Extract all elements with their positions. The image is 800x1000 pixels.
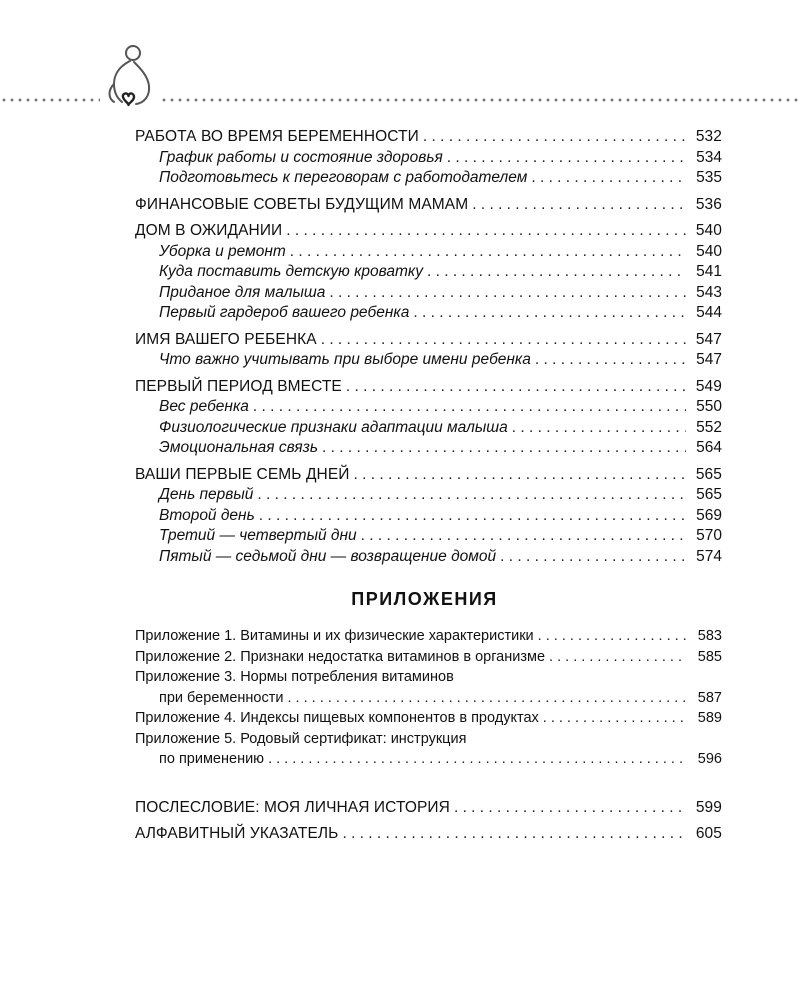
dot-leader bbox=[322, 438, 686, 459]
dot-leader bbox=[321, 330, 686, 351]
toc-closing-entry bbox=[135, 798, 722, 819]
pregnant-mother-logo-icon bbox=[100, 40, 162, 114]
appendix-entry bbox=[135, 729, 722, 750]
toc-sections bbox=[135, 127, 722, 567]
dot-leader bbox=[427, 262, 686, 283]
appendix-entry bbox=[135, 667, 722, 688]
toc-entry-title: Приложение 2. Признаки недостатка витаминов в организме bbox=[135, 648, 546, 665]
toc-page-number: 569 bbox=[696, 506, 722, 524]
toc-page-number: 585 bbox=[697, 648, 722, 665]
toc-entry-title: Пятый — седьмой дни — возвращение домой bbox=[159, 547, 497, 565]
toc-subsection bbox=[135, 397, 722, 418]
toc-page-number: 570 bbox=[696, 527, 722, 544]
dot-leader bbox=[253, 397, 686, 418]
appendix-heading: ПРИЛОЖЕНИЯ bbox=[351, 589, 498, 609]
toc-subsection bbox=[135, 438, 722, 459]
dot-leader bbox=[342, 824, 686, 845]
toc-entry-title: Вес ребенка bbox=[159, 398, 249, 415]
dot-leader bbox=[286, 221, 686, 242]
toc-entry-title: при беременности bbox=[159, 689, 284, 706]
toc-page-number: 565 bbox=[695, 465, 722, 483]
appendix-entry bbox=[135, 647, 722, 668]
toc-entry-title: Приложение 1. Витамины и их физические характеристики bbox=[135, 628, 534, 644]
toc-page-number: 552 bbox=[696, 418, 722, 436]
toc-entry-title: Эмоциональная связь bbox=[159, 439, 319, 456]
appendix-list bbox=[135, 626, 722, 770]
toc-entry-title: Первый гардероб вашего ребенка bbox=[159, 304, 410, 321]
toc-subsection bbox=[135, 350, 722, 371]
toc-page-number: 605 bbox=[695, 825, 722, 842]
dot-leader bbox=[531, 168, 686, 189]
toc-page-number: 583 bbox=[697, 628, 722, 644]
toc-page-number: 547 bbox=[695, 330, 722, 348]
toc-subsection bbox=[135, 506, 722, 527]
dot-leader bbox=[454, 798, 686, 819]
appendix-entry bbox=[135, 626, 722, 647]
dot-leader bbox=[447, 148, 686, 169]
dot-leader bbox=[500, 547, 686, 568]
toc-entry-title: ВАШИ ПЕРВЫЕ СЕМЬ ДНЕЙ bbox=[135, 465, 350, 483]
toc-section bbox=[135, 465, 722, 486]
toc-page-number: 596 bbox=[697, 751, 722, 767]
toc-entry-title: ПЕРВЫЙ ПЕРИОД ВМЕСТЕ bbox=[135, 377, 342, 395]
closing-sections bbox=[135, 798, 722, 845]
toc-subsection bbox=[135, 526, 722, 547]
toc-page-number: 587 bbox=[697, 689, 722, 706]
toc-entry-title: ПОСЛЕСЛОВИЕ: МОЯ ЛИЧНАЯ ИСТОРИЯ bbox=[135, 798, 450, 816]
toc-entry-title: Уборка и ремонт bbox=[159, 242, 286, 260]
toc-subsection bbox=[135, 547, 722, 568]
toc-page-number: 599 bbox=[695, 798, 722, 816]
toc-entry-title: Подготовьтесь к переговорам с работодателем bbox=[159, 169, 528, 186]
toc-subsection bbox=[135, 485, 722, 506]
toc-page-number: 535 bbox=[696, 169, 722, 186]
toc-entry-title: РАБОТА ВО ВРЕМЯ БЕРЕМЕННОСТИ bbox=[135, 128, 419, 145]
toc-entry-title: ДОМ В ОЖИДАНИИ bbox=[135, 222, 283, 239]
toc-section bbox=[135, 195, 722, 216]
toc-page-number: 550 bbox=[696, 398, 722, 415]
toc-page-number: 543 bbox=[696, 283, 722, 301]
toc-entry-title: Приданое для малыша bbox=[159, 283, 326, 301]
toc-page-number: 589 bbox=[697, 710, 722, 726]
dot-leader bbox=[354, 465, 686, 486]
toc-entry-title: График работы и состояние здоровья bbox=[159, 148, 443, 166]
dot-leader bbox=[346, 377, 686, 398]
toc-entry-title: ИМЯ ВАШЕГО РЕБЕНКА bbox=[135, 330, 317, 348]
dot-leader bbox=[413, 303, 686, 324]
dot-leader bbox=[543, 708, 686, 729]
toc-entry-title: Что важно учитывать при выборе имени ребенка bbox=[159, 351, 531, 368]
toc-subsection bbox=[135, 303, 722, 324]
dot-leader bbox=[290, 242, 686, 263]
appendix-entry-continued bbox=[135, 749, 722, 770]
appendix-entry-continued bbox=[135, 688, 722, 709]
dot-leader bbox=[472, 195, 686, 216]
toc-subsection bbox=[135, 242, 722, 263]
toc-entry-title: Приложение 4. Индексы пищевых компонентов в продуктах bbox=[135, 710, 539, 726]
toc-section bbox=[135, 127, 722, 148]
dot-leader bbox=[259, 506, 686, 527]
toc-entry-title: Третий — четвертый дни bbox=[159, 527, 357, 544]
toc-entry-title: АЛФАВИТНЫЙ УКАЗАТЕЛЬ bbox=[135, 825, 339, 842]
toc-entry-title: Куда поставить детскую кроватку bbox=[159, 263, 423, 280]
toc-page-number: 540 bbox=[696, 242, 722, 260]
toc-subsection bbox=[135, 148, 722, 169]
dot-leader bbox=[329, 283, 686, 304]
toc-subsection bbox=[135, 168, 722, 189]
toc-entry-title: День первый bbox=[159, 486, 254, 503]
toc-subsection bbox=[135, 283, 722, 304]
toc-section bbox=[135, 221, 722, 242]
dot-leader bbox=[549, 647, 686, 668]
toc-entry-title: по применению bbox=[159, 751, 265, 767]
toc-page-number: 547 bbox=[696, 351, 722, 368]
toc-page-number: 565 bbox=[696, 486, 722, 503]
toc-closing-entry bbox=[135, 824, 722, 845]
toc-section bbox=[135, 330, 722, 351]
toc-page-number: 564 bbox=[696, 439, 722, 456]
dot-leader bbox=[257, 485, 686, 506]
toc-entry-title: Приложение 5. Родовый сертификат: инструкция bbox=[135, 730, 467, 747]
dot-leader bbox=[423, 127, 686, 148]
dot-leader bbox=[535, 350, 686, 371]
dot-leader bbox=[287, 688, 686, 709]
toc-page-number: 541 bbox=[696, 263, 722, 280]
toc-page-number: 544 bbox=[696, 304, 722, 321]
toc-subsection bbox=[135, 418, 722, 439]
dot-leader bbox=[538, 626, 686, 647]
toc-page-number: 540 bbox=[695, 222, 722, 239]
toc-page-number: 534 bbox=[696, 148, 722, 166]
dot-leader bbox=[268, 749, 686, 770]
toc-subsection bbox=[135, 262, 722, 283]
toc-page-number: 574 bbox=[696, 547, 722, 565]
dot-leader bbox=[512, 418, 686, 439]
toc-entry-title: Второй день bbox=[159, 506, 255, 524]
table-of-contents bbox=[135, 127, 722, 845]
toc-section bbox=[135, 377, 722, 398]
appendix-entry bbox=[135, 708, 722, 729]
toc-page-number: 532 bbox=[695, 128, 722, 145]
toc-entry-title: Приложение 3. Нормы потребления витаминов bbox=[135, 669, 454, 685]
dot-leader bbox=[361, 526, 686, 547]
toc-page-number: 536 bbox=[695, 195, 722, 213]
toc-page-number: 549 bbox=[695, 377, 722, 395]
toc-entry-title: Физиологические признаки адаптации малыша bbox=[159, 418, 508, 436]
toc-entry-title: ФИНАНСОВЫЕ СОВЕТЫ БУДУЩИМ МАМАМ bbox=[135, 195, 469, 213]
page-header bbox=[0, 40, 800, 120]
